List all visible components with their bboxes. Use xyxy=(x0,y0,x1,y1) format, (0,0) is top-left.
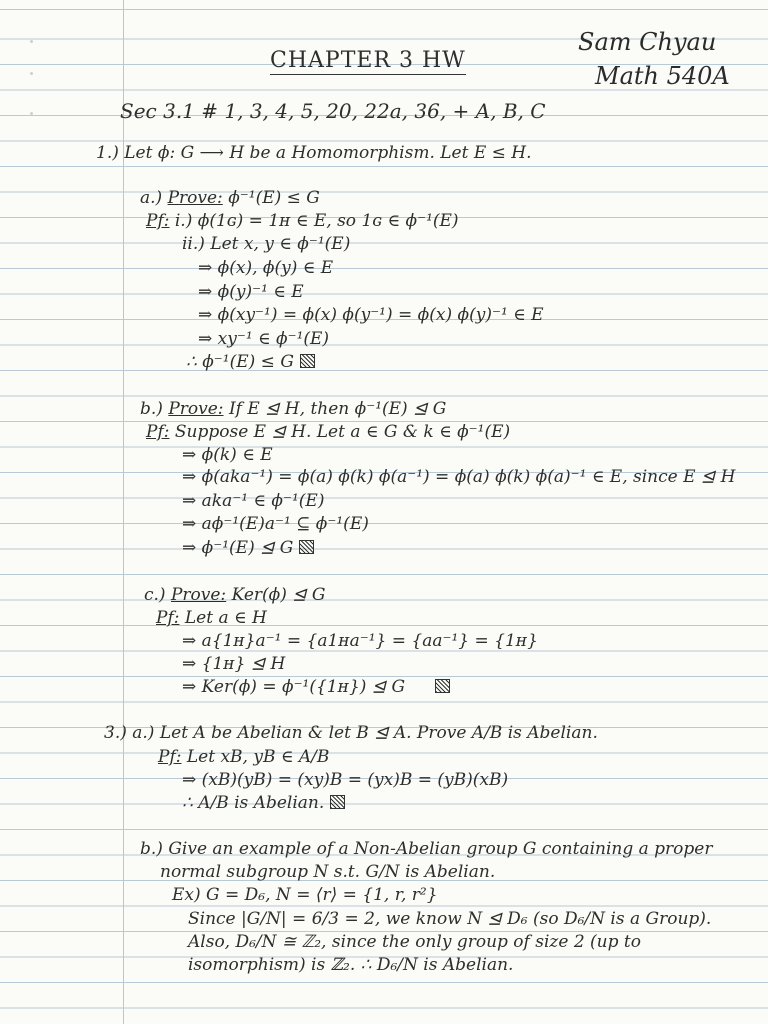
assignment-line: Sec 3.1 # 1, 3, 4, 5, 20, 22a, 36, + A, B, C xyxy=(120,99,546,123)
proof-line: ⇒ a{1ʜ}a⁻¹ = {a1ʜa⁻¹} = {aa⁻¹} = {1ʜ} xyxy=(182,631,538,651)
example-line xyxy=(172,884,438,906)
proof-line: ⇒ ϕ(xy⁻¹) = ϕ(x) ϕ(y⁻¹) = ϕ(x) ϕ(y)⁻¹ ∈ E xyxy=(198,305,544,325)
part-label: c.) xyxy=(144,585,166,605)
course-name: Math 540A xyxy=(595,62,730,90)
pf-label: Pf: xyxy=(146,422,170,442)
pf-label: Pf: xyxy=(156,608,180,628)
proof-line: ⇒ aϕ⁻¹(E)a⁻¹ ⊆ ϕ⁻¹(E) xyxy=(182,514,369,534)
proof-line: ⇒ ϕ(k) ∈ E xyxy=(182,445,273,465)
proof-text: ⇒ Ker(ϕ) = ϕ⁻¹({1ʜ}) ⊴ G xyxy=(182,677,406,697)
punch-hole xyxy=(30,72,33,75)
problem-statement: Let A be Abelian & let B ⊴ A. Prove A/B is Abelian. xyxy=(159,723,598,743)
punch-hole xyxy=(30,40,33,43)
proof-line: ii.) Let x, y ∈ ϕ⁻¹(E) xyxy=(182,234,351,254)
proof-line: ⇒ xy⁻¹ ∈ ϕ⁻¹(E) xyxy=(198,329,330,349)
example-line: isomorphism) is ℤ₂. ∴ D₆/N is Abelian. xyxy=(188,955,514,975)
pf-label: Pf: xyxy=(146,211,170,231)
part-a-heading xyxy=(140,187,320,209)
proof-line xyxy=(146,210,459,232)
part-label: b.) xyxy=(140,839,163,859)
problem-statement-cont: normal subgroup N s.t. G/N is Abelian. xyxy=(160,862,496,882)
problem-1-heading xyxy=(96,142,532,164)
proof-line xyxy=(182,537,314,559)
proof-line xyxy=(182,676,450,698)
proof-line xyxy=(158,746,329,768)
part-b-heading xyxy=(140,838,713,860)
proof-line: ⇒ ϕ(y)⁻¹ ∈ E xyxy=(198,282,304,302)
qed-box-icon xyxy=(299,540,314,554)
proof-line: ⇒ ϕ(x), ϕ(y) ∈ E xyxy=(198,258,334,278)
page-title: CHAPTER 3 HW xyxy=(270,48,466,73)
proof-line xyxy=(182,792,345,814)
part-label: a.) xyxy=(140,188,163,208)
proof-text: ∴ ϕ⁻¹(E) ≤ G xyxy=(186,352,294,372)
problem-3-heading xyxy=(104,722,598,744)
proof-line: ⇒ (xB)(yB) = (xy)B = (yx)B = (yB)(xB) xyxy=(182,770,509,790)
qed-box-icon xyxy=(300,354,315,368)
proof-text: ⇒ ϕ⁻¹(E) ⊴ G xyxy=(182,538,294,558)
prove-label: Prove: xyxy=(167,188,223,208)
proof-text: i.) ϕ(1ɢ) = 1ʜ ∈ E, so 1ɢ ∈ ϕ⁻¹(E) xyxy=(174,211,459,231)
proof-line xyxy=(156,607,267,629)
problem-statement: Give an example of a Non-Abelian group G containing a proper xyxy=(168,839,713,859)
part-c-heading xyxy=(144,584,326,606)
part-label: a.) xyxy=(132,723,155,743)
prove-statement: If E ⊴ H, then ϕ⁻¹(E) ⊴ G xyxy=(228,399,447,419)
proof-text: Let xB, yB ∈ A/B xyxy=(186,747,330,767)
example-line: Also, D₆/N ≅ ℤ₂, since the only group of size 2 (up to xyxy=(188,932,641,952)
prove-statement: Ker(ϕ) ⊴ G xyxy=(231,585,326,605)
example-label: Ex) xyxy=(172,885,201,905)
prove-label: Prove: xyxy=(170,585,227,605)
example-text: G = D₆, N = ⟨r⟩ = {1, r, r²} xyxy=(206,885,438,905)
proof-line: ⇒ {1ʜ} ⊴ H xyxy=(182,654,286,674)
proof-text: Suppose E ⊴ H. Let a ∈ G & k ∈ ϕ⁻¹(E) xyxy=(174,422,511,442)
problem-number: 1.) xyxy=(96,143,119,163)
problem-number: 3.) xyxy=(104,723,127,743)
proof-text: Let a ∈ H xyxy=(184,608,267,628)
proof-line: ⇒ aka⁻¹ ∈ ϕ⁻¹(E) xyxy=(182,491,325,511)
proof-line: ⇒ ϕ(aka⁻¹) = ϕ(a) ϕ(k) ϕ(a⁻¹) = ϕ(a) ϕ(k) ϕ(a)⁻¹ ∈ E, since E ⊴ H xyxy=(182,467,736,487)
part-b-heading xyxy=(140,398,446,420)
proof-line xyxy=(146,421,510,443)
prove-statement: ϕ⁻¹(E) ≤ G xyxy=(228,188,320,208)
example-line: Since |G/N| = 6/3 = 2, we know N ⊴ D₆ (so D₆/N is a Group). xyxy=(188,909,712,929)
punch-hole xyxy=(30,112,33,115)
proof-line xyxy=(186,351,315,373)
qed-box-icon xyxy=(330,795,345,809)
author-name: Sam Chyau xyxy=(578,28,717,56)
problem-statement: Let ϕ: G ⟶ H be a Homomorphism. Let E ≤ H. xyxy=(124,143,532,163)
proof-text: ∴ A/B is Abelian. xyxy=(182,793,325,813)
pf-label: Pf: xyxy=(158,747,182,767)
prove-label: Prove: xyxy=(168,399,224,419)
part-label: b.) xyxy=(140,399,163,419)
qed-box-icon xyxy=(435,679,450,693)
